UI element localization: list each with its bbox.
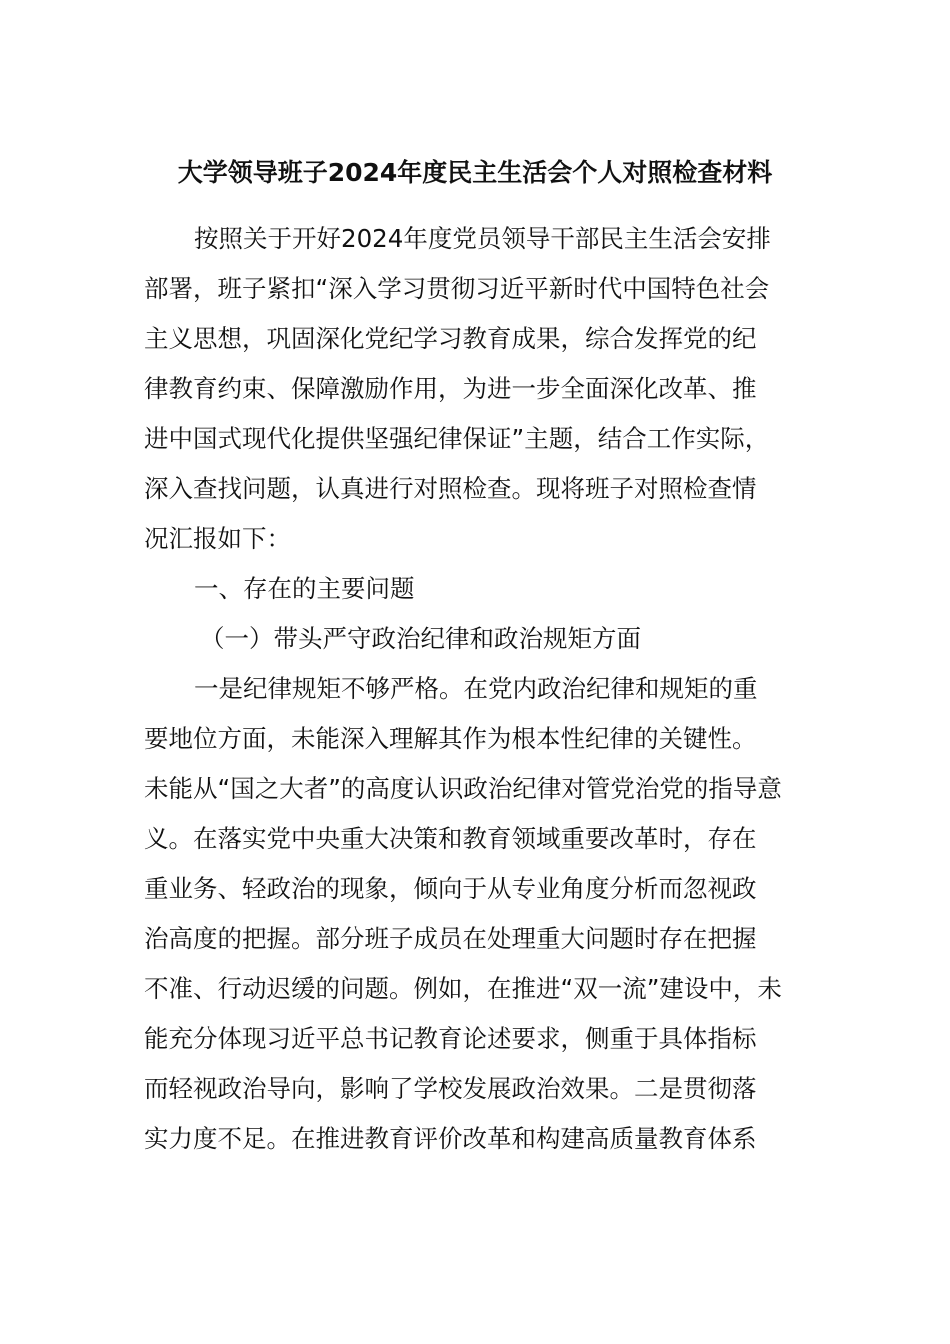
paragraph-line: 要地位方面，未能深入理解其作为根本性纪律的关键性。 <box>144 724 757 753</box>
paragraph-line: 能充分体现习近平总书记教育论述要求，侧重于具体指标 <box>144 1024 757 1053</box>
paragraph-line: 而轻视政治导向，影响了学校发展政治效果。二是贯彻落 <box>144 1074 757 1103</box>
subsection-heading: （一）带头严守政治纪律和政治规矩方面 <box>200 624 641 653</box>
paragraph-line: 重业务、轻政治的现象，倾向于从专业角度分析而忽视政 <box>144 874 757 903</box>
paragraph-line: 主义思想，巩固深化党纪学习教育成果，综合发挥党的纪 <box>144 324 757 353</box>
paragraph-line: 不准、行动迟缓的问题。例如，在推进“双一流”建设中，未 <box>144 974 782 1003</box>
paragraph-line: 按照关于开好2024年度党员领导干部民主生活会安排 <box>194 224 771 253</box>
paragraph-line: 况汇报如下： <box>144 524 291 553</box>
paragraph-line: 一是纪律规矩不够严格。在党内政治纪律和规矩的重 <box>194 674 758 703</box>
section-heading: 一、存在的主要问题 <box>194 574 415 603</box>
document-body <box>144 214 808 1164</box>
paragraph-line: 治高度的把握。部分班子成员在处理重大问题时存在把握 <box>144 924 757 953</box>
paragraph-line: 部署，班子紧扣“深入学习贯彻习近平新时代中国特色社会 <box>144 274 770 303</box>
paragraph-line: 义。在落实党中央重大决策和教育领域重要改革时，存在 <box>144 824 757 853</box>
paragraph-line: 进中国式现代化提供坚强纪律保证”主题，结合工作实际， <box>144 424 770 453</box>
paragraph-line: 实力度不足。在推进教育评价改革和构建高质量教育体系 <box>144 1124 757 1153</box>
document-title: 大学领导班子2024年度民主生活会个人对照检查材料 <box>177 158 773 187</box>
paragraph-line: 律教育约束、保障激励作用，为进一步全面深化改革、推 <box>144 374 757 403</box>
paragraph-line: 深入查找问题，认真进行对照检查。现将班子对照检查情 <box>144 474 757 503</box>
paragraph-line: 未能从“国之大者”的高度认识政治纪律对管党治党的指导意 <box>144 774 782 803</box>
